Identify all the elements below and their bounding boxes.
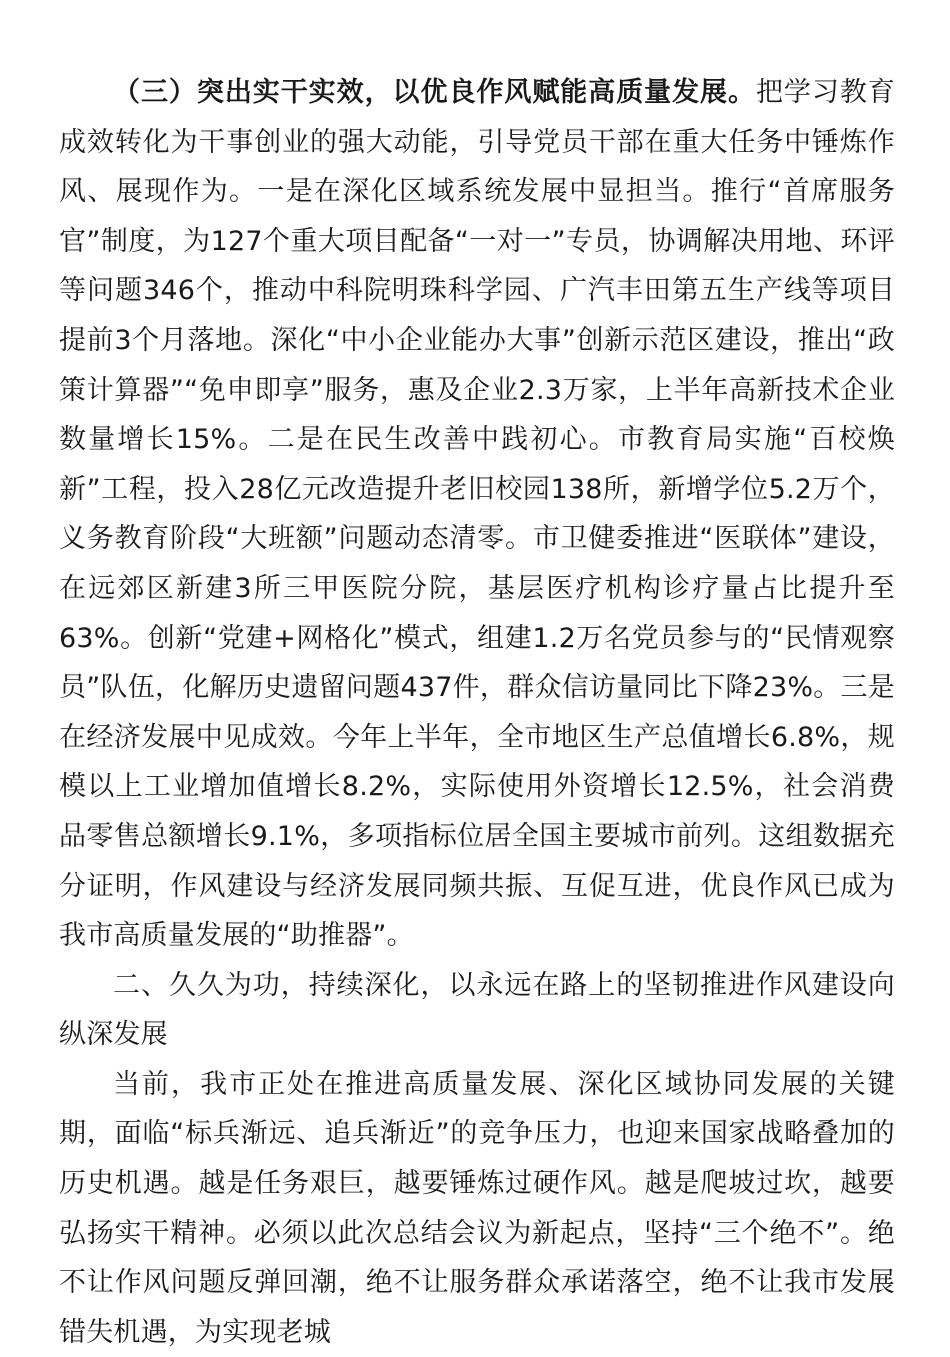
section-two-title: 二、久久为功，持续深化，以永远在路上的坚韧推进作风建设向纵深发展 (59, 969, 895, 1051)
paragraph-current-situation (59, 1060, 895, 1357)
paragraph-text: 把学习教育成效转化为干事创业的强大动能，引导党员干部在重大任务中锤炼作风、展现作为。一是在深化区域系统发展中显担当。推行“首席服务官”制度，为127个重大项目配备“一对一”专员，协调解决用地、环评等问题346个，推动中科院明珠科学园、广汽丰田第五生产线等项目提前3个月落地。深化“中小企业能办大事”创新示范区建设，推出“政策计算器”“免申即享”服务，惠及企业2.3万家，上半年高新技术企业数量增长15%。二是在民生改善中践初心。市教育局实施“百校焕新”工程，投入28亿元改造提升老旧校园138所，新增学位5.2万个，义务教育阶段“大班额”问题动态清零。市卫健委推进“医联体”建设，在远郊区新建3所三甲医院分院，基层医疗机构诊疗量占比提升至63%。创新“党建+网格化”模式，组建1.2万名党员参与的“民情观察员”队伍，化解历史遗留问题437件，群众信访量同比下降23%。三是在经济发展中见成效。今年上半年，全市地区生产总值增长6.8%，规模以上工业增加值增长8.2%，实际使用外资增长12.5%，社会消费品零售总额增长9.1%，多项指标位居全国主要城市前列。这组数据充分证明，作风建设与经济发展同频共振、互促互进，优良作风已成为我市高质量发展的“助推器”。 (59, 77, 895, 952)
section-two-heading (59, 961, 895, 1060)
section-heading: （三）突出实干实效，以优良作风赋能高质量发展。 (113, 77, 756, 108)
document-body (59, 68, 895, 1357)
paragraph-text: 当前，我市正处在推进高质量发展、深化区域协同发展的关键期，面临“标兵渐远、追兵渐近”的竞争压力，也迎来国家战略叠加的历史机遇。越是任务艰巨，越要锤炼过硬作风。越是爬坡过坎，越要弘扬实干精神。必须以此次总结会议为新起点，坚持“三个绝不”。绝不让作风问题反弹回潮，绝不让服务群众承诺落空，绝不让我市发展错失机遇，为实现老城 (59, 1068, 895, 1348)
paragraph-section-three (59, 68, 895, 961)
